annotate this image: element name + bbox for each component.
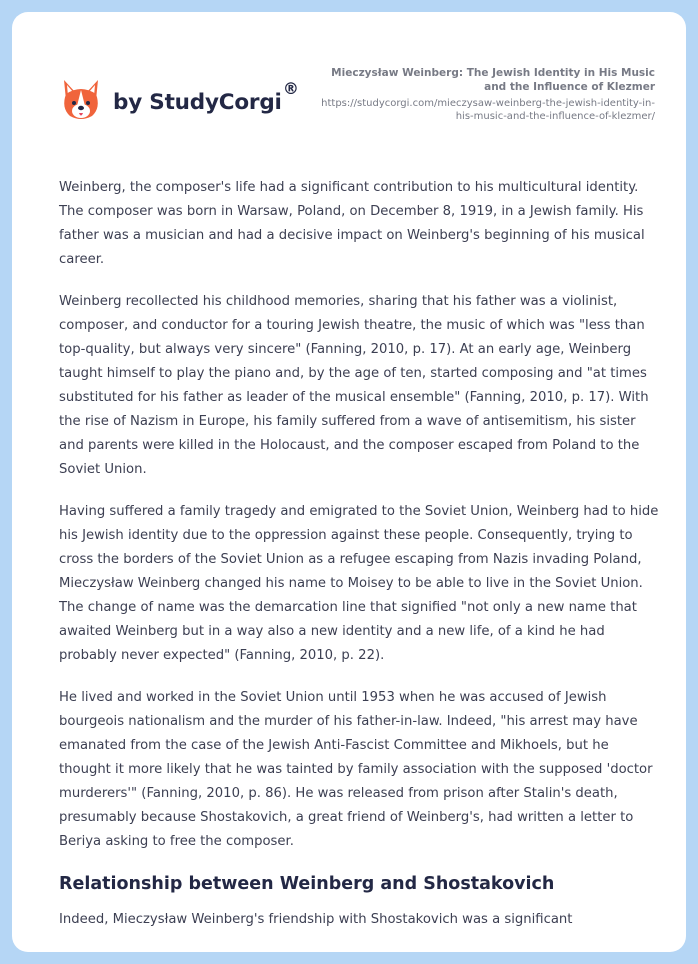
brand-name (113, 78, 299, 115)
section-heading: Relationship between Weinberg and Shostakovich (59, 874, 555, 894)
brand-name-text: by StudyCorgi (113, 89, 282, 115)
paragraph: Weinberg, the composer's life had a significant contribution to his multicultural identity. The composer was born in Warsaw, Poland, on December 8, 1919, in a Jewish family. His father was a musician and had a decisive impact on Weinberg's beginning of his musical career. (59, 180, 645, 267)
paragraph: He lived and worked in the Soviet Union until 1953 when he was accused of Jewish bourgeois nationalism and the murder of his father-in-law. Indeed, "his arrest may have emanated from the case of the Jewish Anti-Fascist Committee and Mikhoels, but he thought it more likely that he was tainted by family association with the supposed 'doctor murderers'" (Fanning, 2010, p. 86). He was released from prison after Stalin's death, presumably because Shostakovich, a great friend of Weinberg's, had written a letter to Beriya asking to free the composer. (59, 690, 653, 849)
page-header (12, 12, 686, 152)
paragraph: Weinberg recollected his childhood memories, sharing that his father was a violinist, composer, and conductor for a touring Jewish theatre, the music of which was "less than top-quality, but always very sincere" (Fanning, 2010, p. 17). At an early age, Weinberg taught himself to play the piano and, by the age of ten, started composing and "at times substituted for his father as leader of the musical ensemble" (Fanning, 2010, p. 17). With the rise of Nazism in Europe, his family suffered from a wave of antisemitism, his sister and parents were killed in the Holocaust, and the composer escaped from Poland to the Soviet Union. (59, 294, 649, 477)
essay-body (59, 176, 659, 950)
paragraph: Indeed, Mieczysław Weinberg's friendship with Shostakovich was a significant (59, 912, 573, 927)
registered-mark: ® (282, 78, 299, 98)
studycorgi-logo[interactable] (60, 76, 299, 122)
document-url[interactable]: https://studycorgi.com/mieczysaw-weinberg-the-jewish-identity-in-his-music-and-the-influence-of-klezmer/ (321, 98, 655, 122)
document-title: Mieczysław Weinberg: The Jewish Identity in His Music and the Influence of Klezmer (331, 67, 655, 93)
corgi-icon (60, 76, 102, 122)
paragraph: Having suffered a family tragedy and emigrated to the Soviet Union, Weinberg had to hide his Jewish identity due to the oppression against these people. Consequently, trying to cross the borders of the Soviet Union as a refugee escaping from Nazis invading Poland, Mieczysław Weinberg changed his name to Moisey to be able to live in the Soviet Union. The change of name was the demarcation line that signified "not only a new name that awaited Weinberg but in a way also a new identity and a new life, of a kind he had probably never expected" (Fanning, 2010, p. 22). (59, 504, 659, 663)
document-meta (315, 66, 655, 123)
page-card (12, 12, 686, 952)
